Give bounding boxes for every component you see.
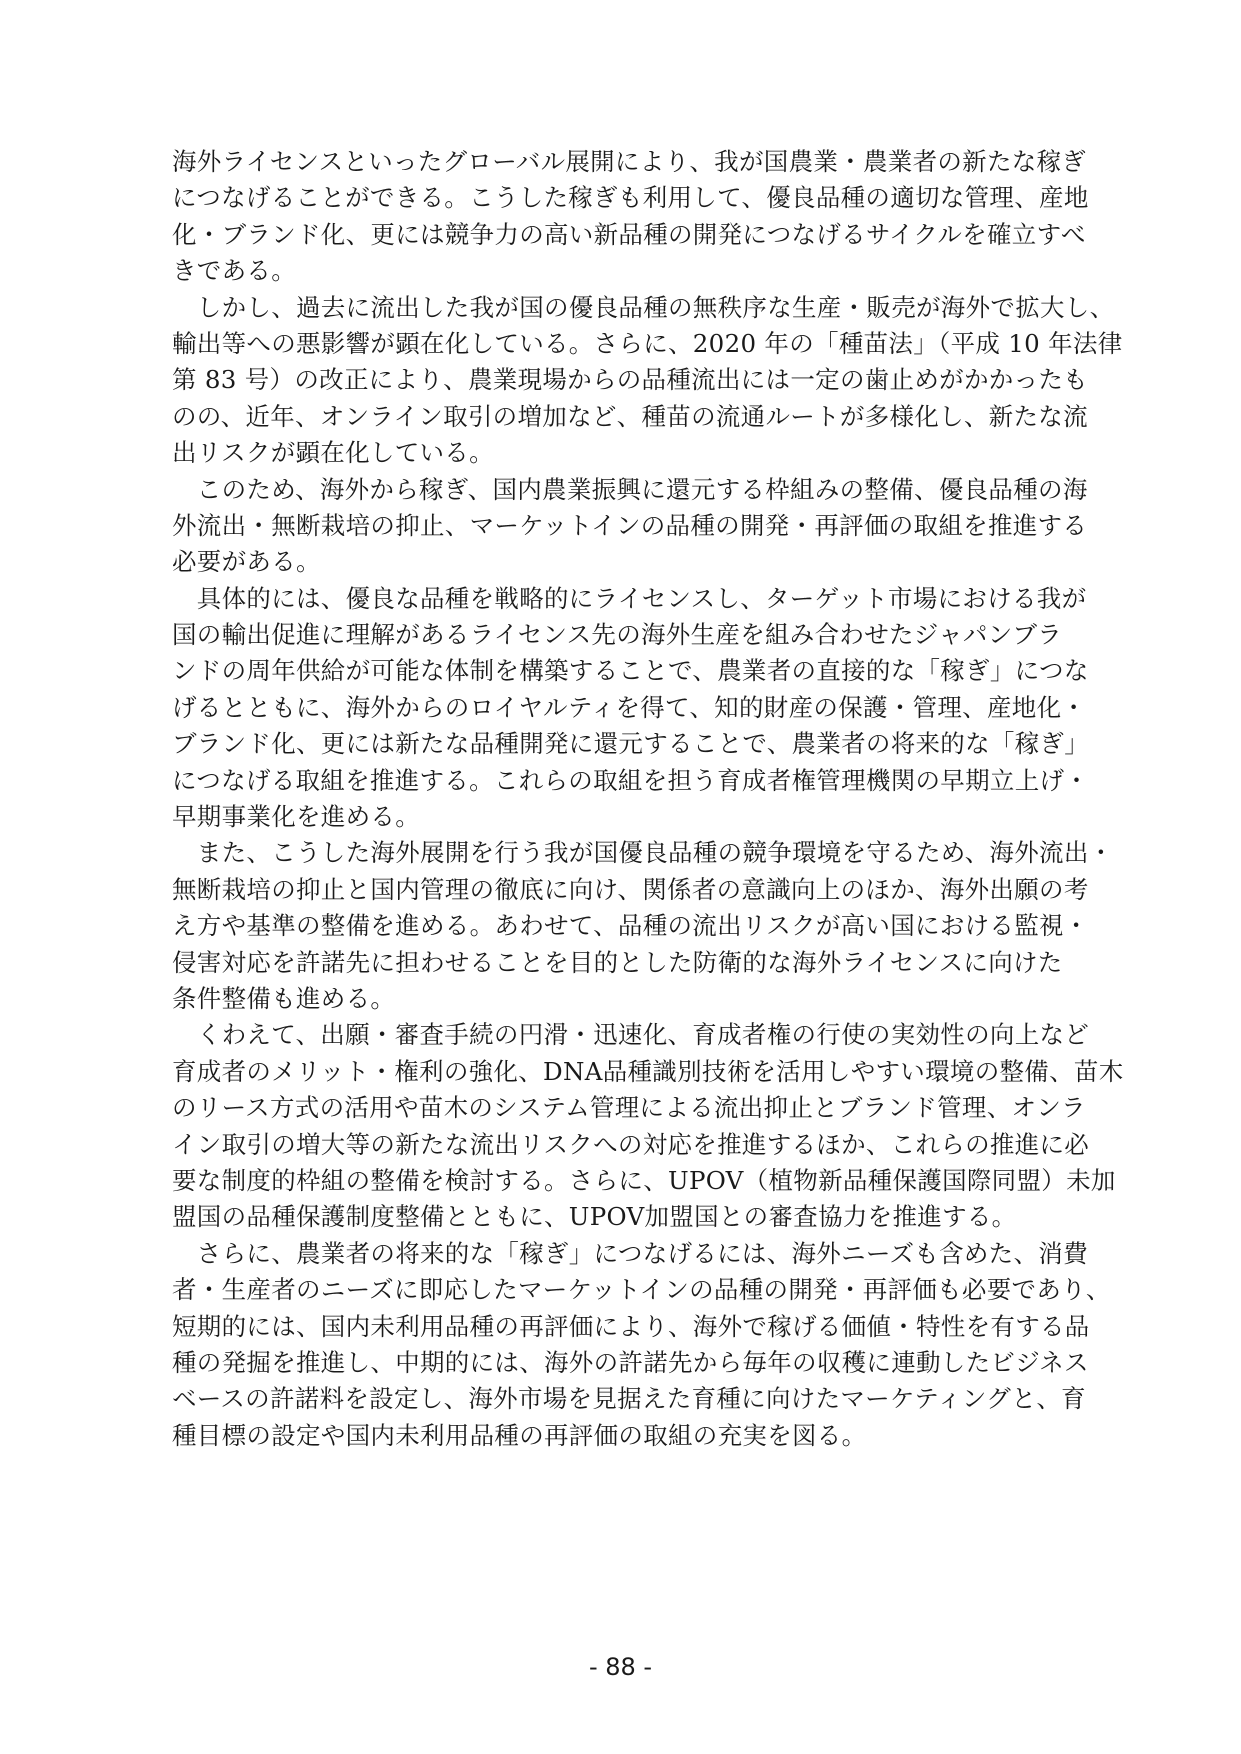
text-line: げるとともに、海外からのロイヤルティを得て、知的財産の保護・管理、産地化・ — [172, 692, 1087, 722]
text-line: さらに、農業者の将来的な「稼ぎ」につなげるには、海外ニーズも含めた、消費 — [172, 1238, 1088, 1268]
text-line: きである。 — [172, 256, 296, 286]
text-line: え方や基準の整備を進める。あわせて、品種の流出リスクが高い国における監視・ — [172, 911, 1089, 941]
text-line: 要な制度的枠組の整備を検討する。さらに、UPOV（植物新品種保護国際同盟）未加 — [172, 1165, 1116, 1195]
paragraph — [172, 1017, 1124, 1235]
text-line: くわえて、出願・審査手続の円滑・迅速化、育成者権の行使の実効性の向上など — [172, 1020, 1090, 1050]
text-line: 育成者のメリット・権利の強化、DNA品種識別技術を活用しやすい環境の整備、苗木 — [172, 1056, 1124, 1086]
text-line: 第 83 号）の改正により、農業現場からの品種流出には一定の歯止めがかかったも — [172, 365, 1088, 395]
text-line: ンドの周年供給が可能な体制を構築することで、農業者の直接的な「稼ぎ」につな — [172, 656, 1089, 686]
text-line: につなげる取組を推進する。これらの取組を担う育成者権管理機関の早期立上げ・ — [172, 765, 1090, 795]
paragraph — [172, 581, 1090, 836]
text-line: ベースの許諾料を設定し、海外市場を見据えた育種に向けたマーケティングと、育 — [172, 1384, 1086, 1414]
body-text — [172, 144, 1124, 1454]
text-line: 早期事業化を進める。 — [172, 802, 420, 832]
paragraph — [172, 144, 1089, 290]
text-line: ブランド化、更には新たな品種開発に還元することで、農業者の将来的な「稼ぎ」 — [172, 729, 1090, 759]
text-line: 侵害対応を許諾先に担わせることを目的とした防衛的な海外ライセンスに向けた — [172, 947, 1063, 977]
text-line: イン取引の増大等の新たな流出リスクへの対応を推進するほか、これらの推進に必 — [172, 1129, 1090, 1159]
text-line: につなげることができる。こうした稼ぎも利用して、優良品種の適切な管理、産地 — [172, 183, 1089, 213]
page-number: - 88 - — [588, 1653, 653, 1681]
text-line: のの、近年、オンライン取引の増加など、種苗の流通ルートが多様化し、新たな流 — [172, 401, 1088, 431]
text-line: 無断栽培の抑止と国内管理の徹底に向け、関係者の意識向上のほか、海外出願の考 — [172, 874, 1089, 904]
text-line: のリース方式の活用や苗木のシステム管理による流出抑止とブランド管理、オンラ — [172, 1093, 1086, 1123]
text-line: 輸出等への悪影響が顕在化している。さらに、2020 年の「種苗法」（平成 10 年法律 — [172, 328, 1123, 358]
text-line: 条件整備も進める。 — [172, 983, 396, 1013]
text-line: 出リスクが顕在化している。 — [172, 438, 494, 468]
text-line: しかし、過去に流出した我が国の優良品種の無秩序な生産・販売が海外で拡大し、 — [172, 292, 1115, 322]
text-line: 種の発掘を推進し、中期的には、海外の許諾先から毎年の収穫に連動したビジネス — [172, 1347, 1089, 1377]
text-line: 具体的には、優良な品種を戦略的にライセンスし、ターゲット市場における我が — [172, 583, 1087, 613]
paragraph — [172, 290, 1123, 472]
text-line: 必要がある。 — [172, 547, 321, 577]
paragraph — [172, 472, 1088, 581]
paragraph — [172, 1236, 1111, 1454]
text-line: 外流出・無断栽培の抑止、マーケットインの品種の開発・再評価の取組を推進する — [172, 510, 1088, 540]
text-line: 化・ブランド化、更には競争力の高い新品種の開発につなげるサイクルを確立すべ — [172, 219, 1086, 249]
text-line: 者・生産者のニーズに即応したマーケットインの品種の開発・再評価も必要であり、 — [172, 1275, 1111, 1305]
text-line: また、こうした海外展開を行う我が国優良品種の競争環境を守るため、海外流出・ — [172, 838, 1114, 868]
text-line: 国の輸出促進に理解があるライセンス先の海外生産を組み合わせたジャパンブラ — [172, 620, 1063, 650]
text-line: 海外ライセンスといったグローバル展開により、我が国農業・農業者の新たな稼ぎ — [172, 147, 1087, 176]
text-line: 盟国の品種保護制度整備とともに、UPOV加盟国との審査協力を推進する。 — [172, 1202, 1017, 1232]
text-line: このため、海外から稼ぎ、国内農業振興に還元する枠組みの整備、優良品種の海 — [172, 474, 1088, 504]
paragraph — [172, 835, 1114, 1017]
text-line: 短期的には、国内未利用品種の再評価により、海外で稼げる価値・特性を有する品 — [172, 1311, 1090, 1341]
text-line: 種目標の設定や国内未利用品種の再評価の取組の充実を図る。 — [172, 1420, 867, 1450]
